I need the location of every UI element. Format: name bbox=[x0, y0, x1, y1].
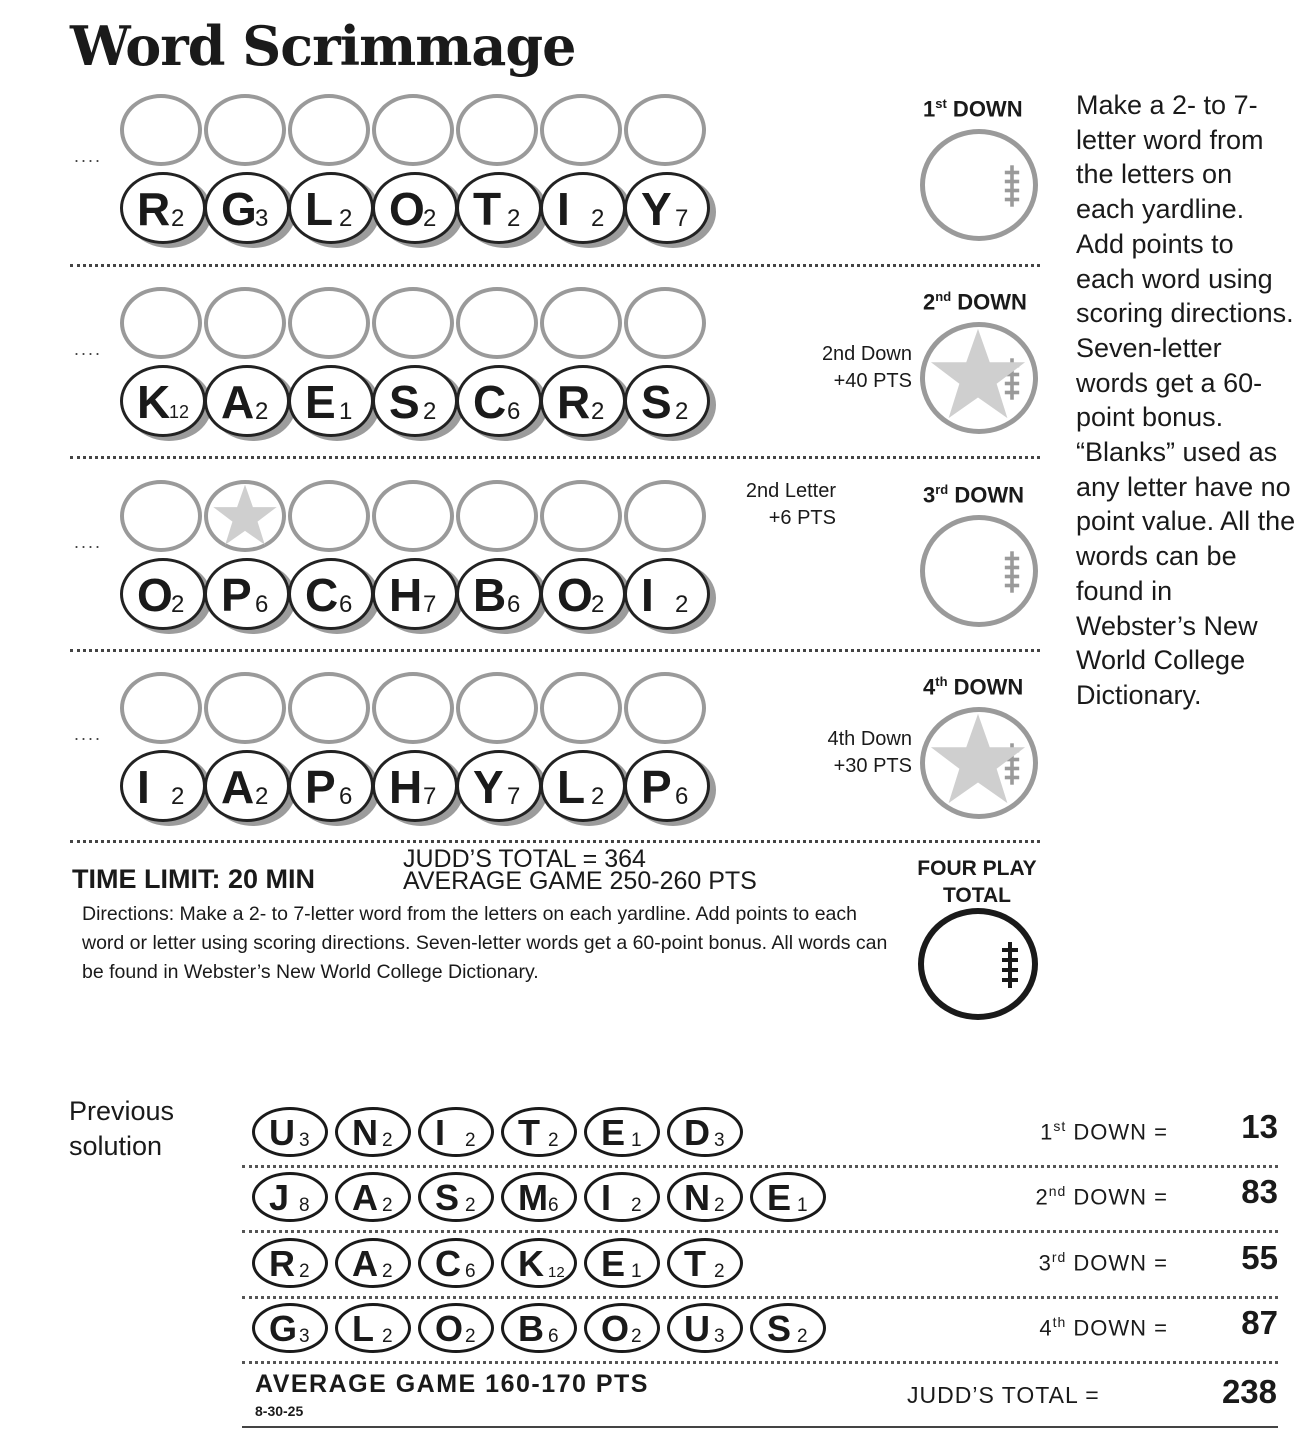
tile-points: 2 bbox=[591, 205, 605, 232]
letter-tile[interactable] bbox=[120, 750, 206, 822]
tile-points: 2 bbox=[591, 783, 605, 810]
tile-points: 2 bbox=[507, 205, 521, 232]
tile-letter: U bbox=[684, 1308, 710, 1349]
solution-letter-tile bbox=[667, 1238, 743, 1288]
previous-solution-label bbox=[69, 1094, 174, 1164]
tile-letter: S bbox=[389, 376, 420, 428]
tile-points: 2 bbox=[548, 1130, 559, 1151]
letter-tile[interactable] bbox=[540, 172, 626, 244]
letter-tile[interactable] bbox=[288, 365, 374, 437]
answer-blank[interactable] bbox=[624, 287, 706, 359]
yardline-row bbox=[70, 670, 1040, 862]
laces-icon bbox=[1003, 548, 1021, 596]
solution-row bbox=[242, 1169, 1278, 1229]
solution-letter-tile bbox=[335, 1172, 411, 1222]
tile-letter: I bbox=[557, 183, 570, 235]
solution-row bbox=[242, 1300, 1278, 1360]
yardline-separator bbox=[70, 649, 1040, 652]
bonus-rule-line: 2nd Letter bbox=[745, 480, 836, 502]
tile-letter: E bbox=[767, 1177, 792, 1218]
answer-blank[interactable] bbox=[120, 287, 202, 359]
answer-blank[interactable] bbox=[372, 94, 454, 166]
tile-letter: G bbox=[221, 183, 257, 235]
tile-points: 6 bbox=[548, 1326, 559, 1347]
tile-points: 2 bbox=[423, 205, 437, 232]
answer-blank[interactable] bbox=[456, 287, 538, 359]
letter-tile[interactable] bbox=[624, 172, 710, 244]
four-play-line1: FOUR PLAY bbox=[917, 857, 1037, 880]
tile-letter: O bbox=[557, 569, 593, 621]
laces-icon bbox=[1000, 940, 1020, 990]
solution-letter-tile bbox=[418, 1238, 494, 1288]
tile-points: 6 bbox=[675, 783, 689, 810]
tile-points: 7 bbox=[675, 205, 689, 232]
tile-letter: Y bbox=[641, 183, 672, 235]
down-score-football-icon[interactable] bbox=[920, 707, 1038, 819]
tile-points: 2 bbox=[255, 783, 269, 810]
letter-tile[interactable] bbox=[288, 172, 374, 244]
tile-letter: P bbox=[305, 761, 336, 813]
solution-down-label: 1st DOWN = bbox=[1040, 1118, 1168, 1145]
bonus-rule-line: +30 PTS bbox=[833, 755, 912, 777]
tile-letter: J bbox=[269, 1177, 290, 1218]
tile-points: 3 bbox=[714, 1326, 725, 1347]
down-score-football-icon[interactable] bbox=[920, 129, 1038, 241]
letter-tile[interactable] bbox=[456, 365, 542, 437]
bonus-star-icon bbox=[929, 325, 1027, 423]
bottom-rule bbox=[242, 1426, 1278, 1428]
tile-letter: L bbox=[352, 1308, 374, 1349]
answer-blank[interactable] bbox=[204, 672, 286, 744]
tile-points: 2 bbox=[171, 205, 185, 232]
solution-letter-tile bbox=[584, 1303, 660, 1353]
tile-points: 6 bbox=[255, 591, 269, 618]
yardline-separator bbox=[70, 456, 1040, 459]
tile-letter: B bbox=[518, 1308, 544, 1349]
average-game-line: AVERAGE GAME 250-260 PTS bbox=[403, 867, 757, 895]
tile-points: 2 bbox=[714, 1195, 725, 1216]
solution-row bbox=[242, 1104, 1278, 1164]
bonus-rule-line: +40 PTS bbox=[833, 370, 912, 392]
answer-blank[interactable] bbox=[288, 480, 370, 552]
answer-blank[interactable] bbox=[120, 480, 202, 552]
tile-letter: M bbox=[518, 1177, 548, 1218]
solution-letter-tile bbox=[252, 1303, 328, 1353]
solution-down-label: 4th DOWN = bbox=[1039, 1314, 1168, 1341]
down-score-football-icon[interactable] bbox=[920, 322, 1038, 434]
letter-tile[interactable] bbox=[204, 365, 290, 437]
tile-letter: D bbox=[684, 1112, 710, 1153]
tile-points: 2 bbox=[382, 1326, 393, 1347]
bonus-star-icon bbox=[212, 482, 278, 548]
tile-letter: U bbox=[269, 1112, 295, 1153]
letter-tile[interactable] bbox=[372, 558, 458, 630]
yardline-separator bbox=[70, 264, 1040, 267]
tile-points: 3 bbox=[255, 205, 269, 232]
solution-letter-tile bbox=[501, 1107, 577, 1157]
tile-letter: I bbox=[641, 569, 654, 621]
tile-points: 2 bbox=[255, 398, 269, 425]
solution-score: 13 bbox=[1241, 1108, 1278, 1145]
tile-letter: C bbox=[435, 1243, 461, 1284]
tile-points: 6 bbox=[507, 398, 521, 425]
letter-tile[interactable] bbox=[456, 750, 542, 822]
tile-points: 2 bbox=[171, 591, 185, 618]
tile-letter: L bbox=[557, 761, 586, 813]
solution-row bbox=[242, 1235, 1278, 1295]
solution-letter-tile bbox=[667, 1172, 743, 1222]
yardline-row bbox=[70, 478, 1040, 670]
tile-points: 2 bbox=[382, 1130, 393, 1151]
judds-total-bottom-score: 238 bbox=[1221, 1373, 1277, 1410]
tile-points: 7 bbox=[423, 591, 437, 618]
tile-points: 2 bbox=[465, 1195, 476, 1216]
bonus-star-icon bbox=[929, 710, 1027, 808]
tile-letter: G bbox=[269, 1308, 298, 1349]
solution-letter-tile bbox=[750, 1303, 826, 1353]
bonus-rule-line: 4th Down bbox=[827, 728, 912, 750]
solution-score: 87 bbox=[1241, 1304, 1278, 1341]
tile-points: 3 bbox=[714, 1130, 725, 1151]
letter-tile[interactable] bbox=[204, 172, 290, 244]
laces-icon bbox=[1003, 162, 1021, 210]
tile-letter: T bbox=[518, 1112, 540, 1153]
solution-letter-tile bbox=[667, 1107, 743, 1157]
tile-letter: S bbox=[641, 376, 672, 428]
tile-letter: O bbox=[389, 183, 425, 235]
tile-letter: H bbox=[389, 761, 423, 813]
tile-points: 1 bbox=[797, 1195, 808, 1216]
directions-text: Directions: Make a 2- to 7-letter word from the letters on each yardline. Add points to each word or letter using scoring directions. Seven-letter words get a 60-point bonus. All words can be found in Webster’s New World College Dictionary. bbox=[82, 903, 888, 983]
answer-blank[interactable] bbox=[540, 94, 622, 166]
answer-blank[interactable] bbox=[456, 672, 538, 744]
solution-letter-tile bbox=[335, 1303, 411, 1353]
tile-letter: I bbox=[601, 1177, 612, 1218]
solution-letter-tile bbox=[501, 1238, 577, 1288]
letter-tile[interactable] bbox=[456, 558, 542, 630]
answer-blank[interactable] bbox=[624, 480, 706, 552]
tile-points: 6 bbox=[548, 1195, 559, 1216]
tile-letter: N bbox=[352, 1112, 378, 1153]
tile-letter: P bbox=[221, 569, 252, 621]
letter-tile[interactable] bbox=[372, 750, 458, 822]
four-play-line2: TOTAL bbox=[942, 884, 1012, 907]
yardline-dots: .... bbox=[74, 724, 103, 744]
tile-letter: S bbox=[435, 1177, 460, 1218]
tile-points: 2 bbox=[382, 1261, 393, 1282]
tile-points: 2 bbox=[465, 1326, 476, 1347]
solution-letter-tile bbox=[335, 1107, 411, 1157]
solution-letter-tile bbox=[501, 1172, 577, 1222]
solution-letter-tile bbox=[418, 1172, 494, 1222]
tile-points: 2 bbox=[382, 1195, 393, 1216]
solution-score: 55 bbox=[1241, 1239, 1278, 1276]
tile-points: 6 bbox=[465, 1261, 476, 1282]
tile-letter: C bbox=[305, 569, 339, 621]
answer-blank[interactable] bbox=[288, 672, 370, 744]
judds-total-line: JUDD’S TOTAL = 364 bbox=[403, 845, 646, 873]
tile-points: 2 bbox=[797, 1326, 808, 1347]
yardline-row bbox=[70, 285, 1040, 477]
bonus-rule-line: +6 PTS bbox=[768, 507, 836, 529]
tile-letter: R bbox=[557, 376, 591, 428]
tile-points: 2 bbox=[675, 398, 689, 425]
solution-letter-tile bbox=[667, 1303, 743, 1353]
tile-letter: A bbox=[352, 1177, 378, 1218]
solution-down-label: 3rd DOWN = bbox=[1038, 1249, 1168, 1276]
answer-blank[interactable] bbox=[624, 94, 706, 166]
tile-points: 2 bbox=[171, 783, 185, 810]
game-title: Word Scrimmage bbox=[70, 14, 576, 78]
tile-points: 2 bbox=[465, 1130, 476, 1151]
letter-tile[interactable] bbox=[456, 172, 542, 244]
answer-blank[interactable] bbox=[372, 287, 454, 359]
solution-letter-tile bbox=[584, 1172, 660, 1222]
tile-letter: K bbox=[137, 376, 171, 428]
tile-letter: H bbox=[389, 569, 423, 621]
letter-tile[interactable] bbox=[540, 558, 626, 630]
time-limit: TIME LIMIT: 20 MIN bbox=[72, 864, 315, 894]
letter-tile[interactable] bbox=[288, 558, 374, 630]
tile-points: 2 bbox=[423, 398, 437, 425]
answer-blank[interactable] bbox=[372, 672, 454, 744]
tile-letter: A bbox=[352, 1243, 378, 1284]
tile-letter: E bbox=[601, 1112, 626, 1153]
letter-tile[interactable] bbox=[372, 172, 458, 244]
letter-tile[interactable] bbox=[204, 558, 290, 630]
letter-tile[interactable] bbox=[624, 558, 710, 630]
solution-score: 83 bbox=[1241, 1173, 1278, 1210]
letter-tile[interactable] bbox=[120, 558, 206, 630]
yardline-row bbox=[70, 92, 1040, 284]
tile-letter: R bbox=[137, 183, 171, 235]
tile-points: 1 bbox=[631, 1261, 642, 1282]
tile-letter: S bbox=[767, 1308, 792, 1349]
four-play-total-label bbox=[912, 855, 1042, 909]
tile-points: 2 bbox=[631, 1195, 642, 1216]
answer-blank[interactable] bbox=[120, 672, 202, 744]
solution-separator bbox=[242, 1296, 1278, 1299]
answer-blank[interactable] bbox=[204, 480, 286, 552]
tile-points: 2 bbox=[714, 1261, 725, 1282]
tile-letter: O bbox=[601, 1308, 630, 1349]
solution-letter-tile bbox=[418, 1107, 494, 1157]
answer-blank[interactable] bbox=[624, 672, 706, 744]
solution-letter-tile bbox=[584, 1107, 660, 1157]
tile-letter: N bbox=[684, 1177, 710, 1218]
answer-blank[interactable] bbox=[372, 480, 454, 552]
answer-blank[interactable] bbox=[456, 94, 538, 166]
bonus-rule-line: 2nd Down bbox=[821, 343, 912, 365]
tile-letter: I bbox=[435, 1112, 446, 1153]
tile-letter: A bbox=[221, 376, 255, 428]
tile-points: 2 bbox=[591, 591, 605, 618]
down-score-football-icon[interactable] bbox=[920, 515, 1038, 627]
tile-letter: Y bbox=[473, 761, 504, 813]
tile-letter: B bbox=[473, 569, 507, 621]
tile-letter: T bbox=[684, 1243, 706, 1284]
tile-letter: L bbox=[305, 183, 334, 235]
letter-tile[interactable] bbox=[540, 750, 626, 822]
down-label: 3rd DOWN bbox=[923, 482, 1025, 508]
yardline-dots: .... bbox=[74, 339, 103, 359]
tile-points: 6 bbox=[507, 591, 521, 618]
tile-points: 6 bbox=[339, 783, 353, 810]
solution-letter-tile bbox=[418, 1303, 494, 1353]
tile-letter: E bbox=[305, 376, 336, 428]
letter-tile[interactable] bbox=[120, 172, 206, 244]
tile-letter: I bbox=[137, 761, 150, 813]
judds-total-header bbox=[403, 845, 757, 895]
answer-blank[interactable] bbox=[204, 287, 286, 359]
tile-letter: K bbox=[518, 1243, 544, 1284]
letter-tile[interactable] bbox=[540, 365, 626, 437]
answer-blank[interactable] bbox=[288, 287, 370, 359]
tile-points: 6 bbox=[339, 591, 353, 618]
letter-tile[interactable] bbox=[120, 365, 206, 437]
tile-points: 2 bbox=[591, 398, 605, 425]
solution-letter-tile bbox=[584, 1238, 660, 1288]
yardline-dots: .... bbox=[74, 532, 103, 552]
tile-points: 3 bbox=[299, 1326, 310, 1347]
bonus-rule bbox=[828, 726, 913, 780]
answer-blank[interactable] bbox=[456, 480, 538, 552]
tile-points: 1 bbox=[339, 398, 353, 425]
solution-letter-tile bbox=[252, 1172, 328, 1222]
tile-points: 12 bbox=[548, 1264, 565, 1281]
tile-letter: R bbox=[269, 1243, 295, 1284]
answer-blank[interactable] bbox=[120, 94, 202, 166]
average-game-bottom: AVERAGE GAME 160-170 PTS bbox=[255, 1370, 649, 1398]
letter-tile[interactable] bbox=[624, 365, 710, 437]
yardline-dots: .... bbox=[74, 146, 103, 166]
solution-separator bbox=[242, 1165, 1278, 1168]
answer-blank[interactable] bbox=[204, 94, 286, 166]
tile-letter: T bbox=[473, 183, 502, 235]
tile-points: 2 bbox=[631, 1326, 642, 1347]
answer-blank[interactable] bbox=[540, 287, 622, 359]
letter-tile[interactable] bbox=[288, 750, 374, 822]
letter-tile[interactable] bbox=[624, 750, 710, 822]
solution-letter-tile bbox=[335, 1238, 411, 1288]
solution-separator bbox=[242, 1230, 1278, 1233]
solution-letter-tile bbox=[252, 1238, 328, 1288]
tile-letter: C bbox=[473, 376, 507, 428]
letter-tile[interactable] bbox=[204, 750, 290, 822]
instructions-sidebar: Make a 2- to 7-letter word from the letters on each yardline. Add points to each word using scoring directions. Seven-letter words get a 60-point bonus. “Blanks” used as any letter have no point value. All the words can be found in Webster’s New World College Dictionary. bbox=[1076, 90, 1296, 710]
tile-points: 7 bbox=[423, 783, 437, 810]
tile-points: 2 bbox=[299, 1261, 310, 1282]
tile-points: 3 bbox=[299, 1130, 310, 1151]
tile-letter: O bbox=[137, 569, 173, 621]
previous-label-line1: Previous bbox=[69, 1096, 175, 1126]
tile-points: 8 bbox=[299, 1195, 310, 1216]
solution-letter-tile bbox=[252, 1107, 328, 1157]
solution-letter-tile bbox=[750, 1172, 826, 1222]
tile-points: 2 bbox=[339, 205, 353, 232]
down-label: 1st DOWN bbox=[923, 96, 1023, 122]
tile-points: 12 bbox=[169, 402, 190, 422]
down-label: 4th DOWN bbox=[923, 674, 1024, 700]
solution-down-label: 2nd DOWN = bbox=[1035, 1183, 1168, 1210]
puzzle-date: 8-30-25 bbox=[255, 1403, 304, 1419]
bonus-rule bbox=[746, 478, 836, 532]
solution-separator bbox=[242, 1361, 1278, 1364]
down-label: 2nd DOWN bbox=[923, 289, 1027, 315]
tile-letter: O bbox=[435, 1308, 464, 1349]
answer-blank[interactable] bbox=[540, 672, 622, 744]
tile-points: 7 bbox=[507, 783, 521, 810]
tile-points: 1 bbox=[631, 1130, 642, 1151]
solution-letter-tile bbox=[501, 1303, 577, 1353]
tile-letter: E bbox=[601, 1243, 626, 1284]
tile-letter: A bbox=[221, 761, 255, 813]
four-play-total-football-icon[interactable] bbox=[918, 908, 1038, 1020]
tile-points: 2 bbox=[675, 591, 689, 618]
tile-letter: P bbox=[641, 761, 672, 813]
yardline-separator bbox=[70, 840, 1040, 843]
bonus-rule bbox=[822, 341, 912, 395]
judds-total-bottom-label: JUDD’S TOTAL = bbox=[907, 1382, 1100, 1408]
previous-label-line2: solution bbox=[69, 1131, 163, 1161]
answer-blank[interactable] bbox=[540, 480, 622, 552]
answer-blank[interactable] bbox=[288, 94, 370, 166]
letter-tile[interactable] bbox=[372, 365, 458, 437]
